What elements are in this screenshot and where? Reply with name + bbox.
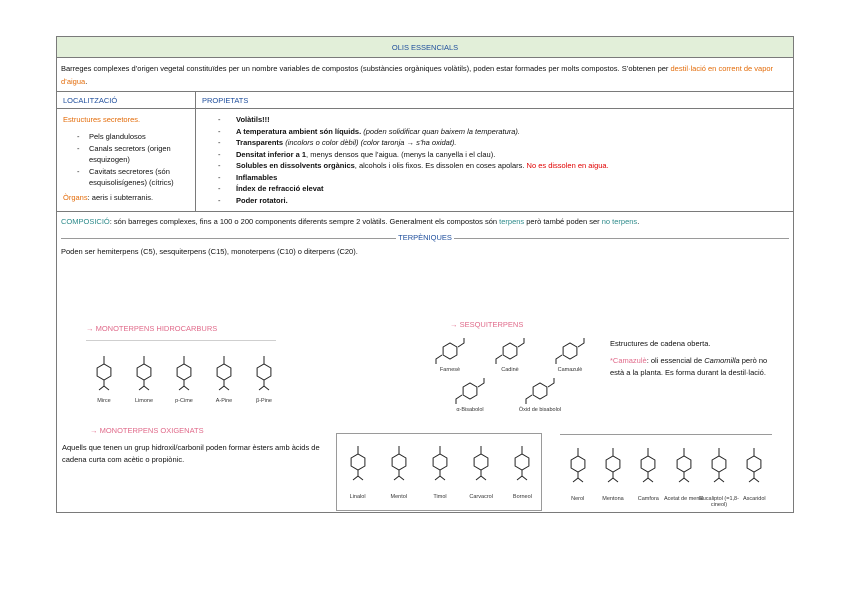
terpeniques-divider — [61, 232, 789, 244]
ox-structures-box-1 — [336, 433, 542, 511]
terpeniques-header: TERPÈNIQUES — [398, 233, 452, 242]
propietats-column — [196, 92, 793, 211]
list-item: - Índex de refracció elevat — [218, 183, 787, 195]
molecule-structure — [633, 444, 663, 484]
molecule-structure — [129, 352, 159, 392]
molecule-structure — [507, 442, 537, 482]
molecule-structure — [563, 444, 593, 484]
molecule-label: Borneol — [512, 494, 532, 500]
terpeniques-text: Poden ser hemiterpens (C5), sesquiterpens (C15), monoterpens (C10) o diterpens (C20). — [61, 247, 358, 256]
intro-highlight: destil·lació en corrent de vapor d’aigua — [61, 64, 774, 86]
monoterpens-hc-heading: → MONOTERPENS HIDROCARBURS — [86, 324, 218, 333]
molecule-label: Timol — [433, 494, 447, 500]
list-item: - Solubles en dissolvents orgànics, alcohols i olis fixos. Es dissolen en coses apolars. No es dissolen en aigua. — [218, 160, 787, 172]
molecule-structure — [466, 442, 496, 482]
molecule-label: Farnesè — [439, 367, 461, 373]
molecule-label: Cadinè — [501, 367, 519, 373]
list-item: - A temperatura ambient són líquids. (poden solidificar quan baixem la temperatura). — [218, 126, 787, 138]
intro-end: . — [85, 77, 88, 86]
molecule-label: Ascaridol — [743, 496, 766, 502]
molecule-label: Limone — [134, 398, 154, 404]
molecule-structure — [704, 444, 734, 484]
molecule-structure — [343, 442, 373, 482]
molecule-label: β-Pine — [255, 398, 272, 404]
molecule-structure — [669, 444, 699, 484]
page-title: OLIS ESSENCIALS — [57, 37, 793, 58]
localitzacio-body — [57, 109, 195, 208]
sesquiterpens-structures — [430, 332, 600, 418]
molecule-structure — [169, 352, 199, 392]
molecule-label: Eucaliptol (=1,8-cineol) — [699, 496, 739, 508]
list-item: - Volàtils!!! — [218, 114, 787, 126]
molecule-label: Acetat de mentil — [663, 496, 704, 502]
molecule-label: Camfora — [637, 496, 659, 502]
molecule-structure — [555, 336, 585, 366]
monoterpens-ox-heading: → MONOTERPENS OXIGENATS — [90, 426, 204, 435]
molecule-structure — [455, 376, 485, 406]
organs-line — [63, 192, 189, 203]
list-item: - Pels glandulosos — [77, 131, 189, 142]
intro-paragraph — [57, 58, 793, 92]
molecule-structure — [89, 352, 119, 392]
localitzacio-column — [57, 92, 196, 211]
list-item: - Transparents (incolors o color dèbil) (color taronja → s’ha oxidat). — [218, 137, 787, 149]
molecule-structure — [249, 352, 279, 392]
list-item: - Cavitats secretores (són esquisolisígenes) (cítrics) — [77, 166, 189, 188]
organs-label: Òrgans — [63, 193, 88, 202]
propietats-list — [218, 114, 787, 206]
molecule-structure — [425, 442, 455, 482]
molecule-label: Nerol — [571, 496, 585, 502]
molecule-label: Mirce — [97, 398, 111, 404]
properties-table — [57, 92, 793, 212]
list-item: - Poder rotatori. — [218, 195, 787, 207]
molecule-label: Mentona — [602, 496, 624, 502]
ox-structures-box-2-top — [560, 434, 772, 435]
terpens-highlight: terpens — [499, 217, 525, 226]
monoterpens-ox-text: Aquells que tenen un grup hidroxil/carbonil poden formar èsters amb àcids de cadena curta com acètic o propiònic. — [62, 443, 320, 464]
divider — [86, 340, 276, 341]
molecule-label: A-Pine — [215, 398, 233, 404]
list-item: - Canals secretors (origen esquizogen) — [77, 143, 189, 165]
composicio-label: COMPOSICIÓ — [61, 217, 110, 226]
molecule-label: Òxid de bisabolol — [518, 407, 562, 413]
intro-text: Barreges complexes d’origen vegetal constituïdes per un nombre variables de compostos (substàncies orgàniques volàtils), poden estar formades per molts compostos. S’obtenen per — [61, 64, 671, 73]
propietats-header: PROPIETATS — [196, 92, 793, 109]
molecule-structure — [525, 376, 555, 406]
organs-text: : aeris i subterranis. — [87, 193, 154, 202]
molecule-label: Linalol — [349, 494, 366, 500]
sesquiterpens-notes — [610, 338, 780, 379]
ox-structures-box-2 — [560, 436, 772, 514]
molecule-label: α-Bisabolol — [456, 407, 484, 413]
molecule-structure — [598, 444, 628, 484]
molecule-label: Camazulè — [557, 367, 583, 373]
localitzacio-intro: Estructures secretores. — [63, 115, 141, 124]
localitzacio-header: LOCALITZACIÓ — [57, 92, 195, 109]
list-item: - Densitat inferior a 1, menys densos que l’aigua. (menys la canyella i el clau). — [218, 149, 787, 161]
molecule-structure — [435, 336, 465, 366]
monoterpens-hc-structures — [84, 350, 284, 410]
molecule-label: Mentol — [390, 494, 408, 500]
molecule-label: p-Cime — [175, 398, 193, 404]
localitzacio-list — [77, 131, 189, 188]
molecule-label: Carvacrol — [469, 494, 493, 500]
sesq-note-2: *Camazulè: oli essencial de Camomilla però no està a la planta. Es forma durant la destil·lació. — [610, 356, 768, 377]
molecule-structure — [209, 352, 239, 392]
sesquiterpens-heading: → SESQUITERPENS — [450, 320, 524, 329]
propietats-body — [196, 109, 793, 211]
molecule-structure — [384, 442, 414, 482]
no-terpens-highlight: no terpens — [601, 217, 638, 226]
molecule-structure — [739, 444, 769, 484]
list-item: - Inflamables — [218, 172, 787, 184]
sesq-note-1: Estructures de cadena oberta. — [610, 339, 711, 348]
composicio-text: COMPOSICIÓ: són barreges complexes, fins a 100 o 200 components diferents sempre 2 volàtils. Generalment els compostos són terpens però també poden ser no terpens. — [61, 217, 640, 226]
molecule-structure — [495, 336, 525, 366]
